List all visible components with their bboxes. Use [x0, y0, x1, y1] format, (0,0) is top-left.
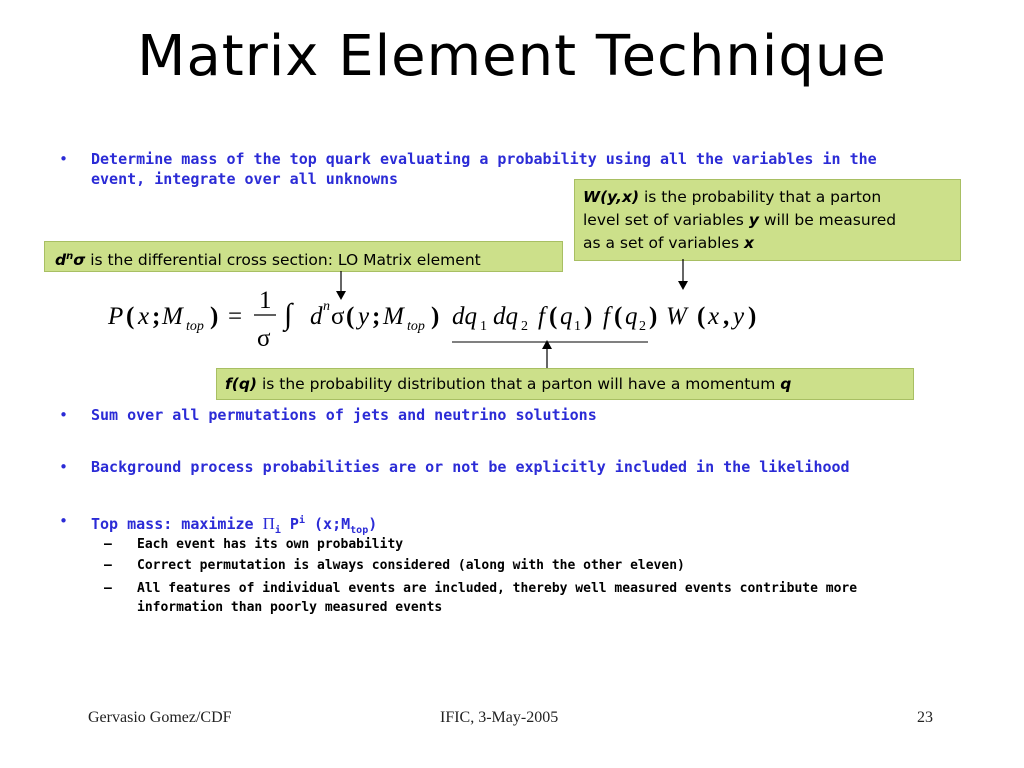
svg-text:;: ; [372, 303, 381, 330]
svg-text:top: top [407, 319, 425, 334]
footer-venue-date: IFIC, 3-May-2005 [440, 709, 559, 726]
svg-text:σ: σ [257, 325, 271, 352]
svg-text:(: ( [549, 303, 558, 330]
svg-text:y: y [358, 303, 370, 330]
slide-title: Matrix Element Technique [137, 24, 887, 89]
svg-text:q: q [560, 303, 573, 330]
callout-differential-cross-section: $d^n\sigma$ is the differential cross section: LO Matrix element [44, 241, 563, 272]
svg-text:): ) [584, 303, 593, 330]
callout-f-probability: f(q) is the probability distribution that a parton will have a momentum q [216, 368, 914, 400]
svg-text:d: d [310, 303, 323, 330]
svg-text:(: ( [126, 303, 135, 330]
svg-text:2: 2 [521, 319, 528, 334]
callout-w-probability: W(y,x) is the probability that a parton level set of variables y will be measured as a set of variables x [574, 179, 961, 261]
svg-text:dq: dq [493, 303, 518, 330]
dash-marker: – [104, 537, 112, 552]
svg-text:(: ( [697, 303, 706, 330]
svg-text:;: ; [152, 303, 161, 330]
likelihood-formula [100, 280, 780, 360]
svg-text:): ) [431, 303, 440, 330]
svg-text:f: f [603, 303, 610, 330]
subbullet-own-probability: – Each event has its own probability [104, 537, 404, 552]
svg-text:(: ( [346, 303, 355, 330]
svg-text:q: q [625, 303, 638, 330]
svg-text:1: 1 [259, 287, 272, 314]
subbullet-all-features: – All features of individual events are included, thereby well measured events contribute more information than poorly measured events [104, 581, 858, 615]
svg-text:dq: dq [452, 303, 477, 330]
bullet-sum-permutations: • Sum over all permutations of jets and neutrino solutions [59, 406, 597, 424]
subbullet-correct-permutation: – Correct permutation is always considered (along with the other eleven) [104, 558, 685, 573]
footer-page-number: 23 [917, 709, 933, 726]
svg-text:M: M [383, 303, 404, 330]
svg-text:∫: ∫ [284, 298, 293, 331]
svg-text:1: 1 [480, 319, 487, 334]
svg-text:M: M [162, 303, 183, 330]
svg-text:(: ( [614, 303, 623, 330]
svg-text:y: y [733, 303, 745, 330]
footer-author: Gervasio Gomez/CDF [88, 709, 232, 726]
dash-marker: – [104, 558, 112, 573]
bullet-dot: • [59, 150, 69, 168]
dash-marker: – [104, 581, 112, 596]
svg-text:): ) [649, 303, 658, 330]
callout-w-lead: W(y,x) [583, 188, 640, 206]
svg-text:x: x [138, 303, 150, 330]
svg-text:W: W [666, 303, 687, 330]
svg-text:,: , [723, 303, 730, 330]
bullet-dot: • [59, 406, 69, 424]
bullet-top-mass: • Top mass: maximize $\Pi_i$ $P^i$ $(x;M_{top})$ [59, 512, 378, 536]
svg-text:): ) [748, 303, 757, 330]
svg-text:n: n [323, 299, 330, 314]
svg-text:σ: σ [331, 303, 345, 330]
svg-text:1: 1 [574, 319, 581, 334]
bullet-line: Determine mass of the top quark evaluating a probability using all the variables in the [91, 150, 877, 168]
bullet-line: event, integrate over all unknowns [91, 170, 399, 188]
svg-text:f: f [538, 303, 545, 330]
bullet-dot: • [59, 512, 69, 530]
svg-text:P: P [108, 303, 124, 330]
svg-text:x: x [708, 303, 720, 330]
svg-text:top: top [186, 319, 204, 334]
svg-text:=: = [228, 303, 243, 330]
svg-text:): ) [210, 303, 219, 330]
bullet-background-process: • Background process probabilities are or not be explicitly included in the likelihood [59, 458, 850, 476]
svg-text:2: 2 [639, 319, 646, 334]
bullet-dot: • [59, 458, 69, 476]
